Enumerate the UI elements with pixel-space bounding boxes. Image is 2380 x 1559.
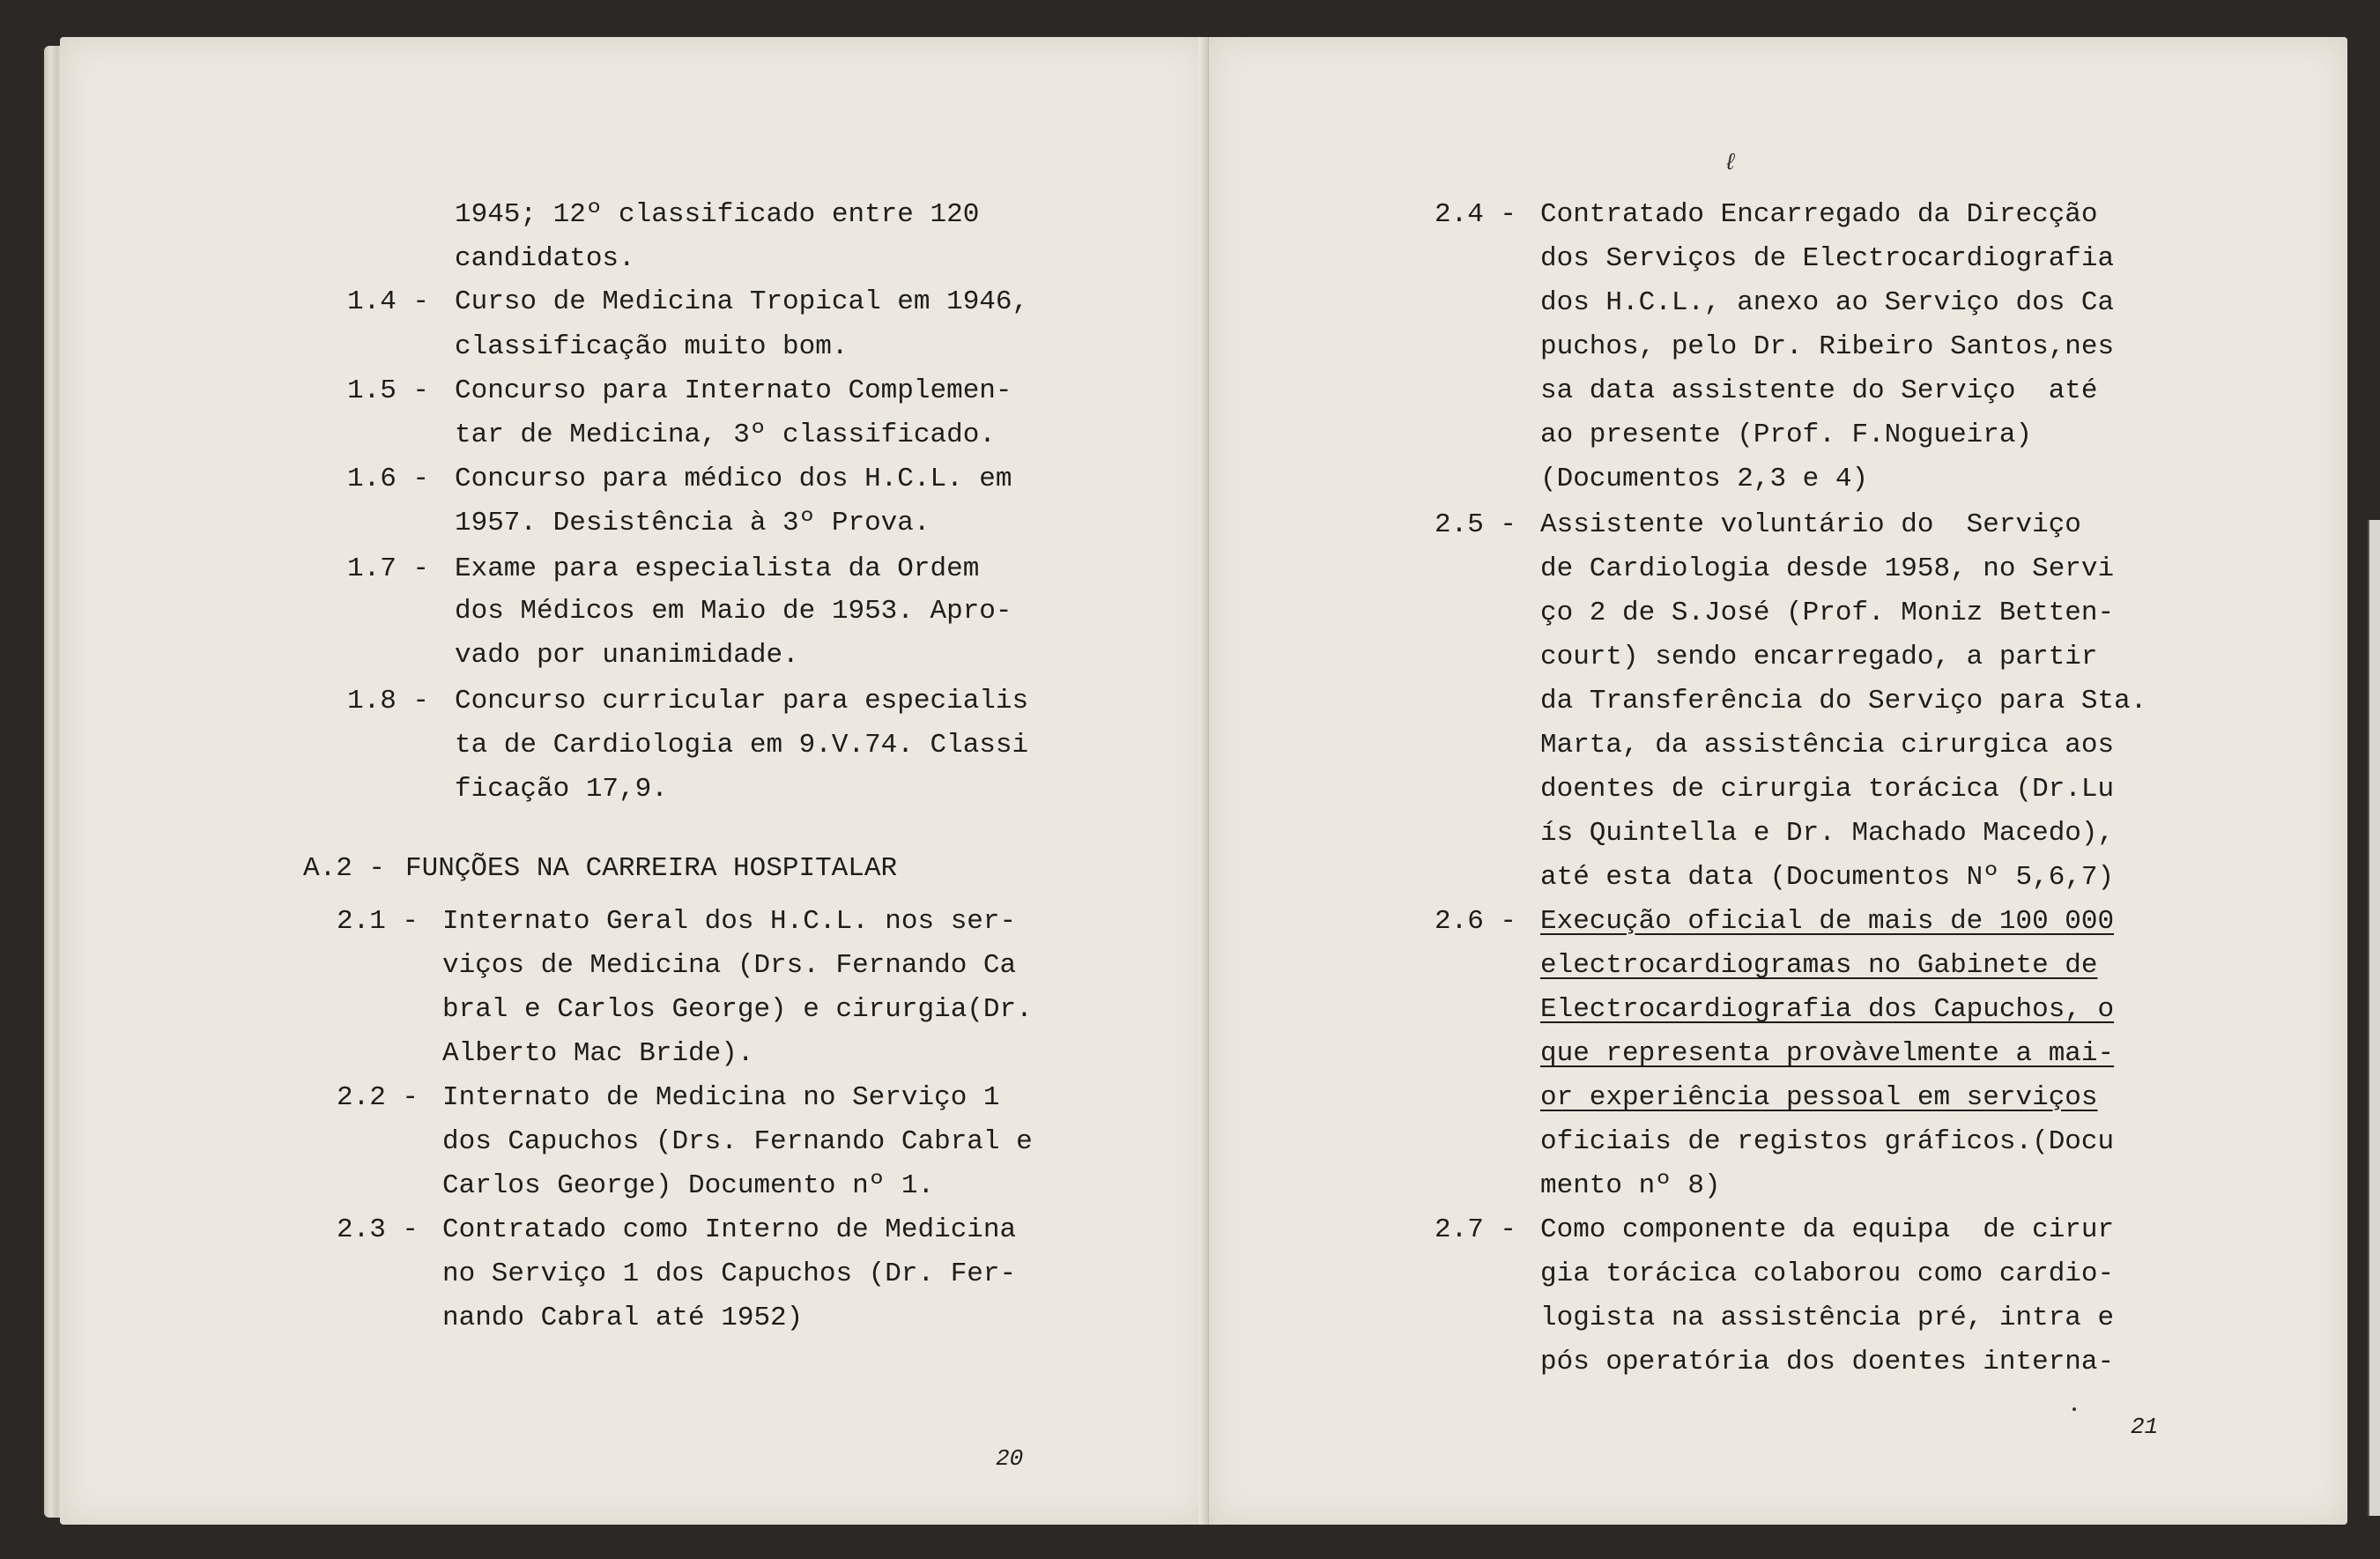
item-number: 1.6 - [347, 464, 430, 494]
text-line: nando Cabral até 1952) [442, 1303, 804, 1333]
text-line: no Serviço 1 dos Capuchos (Dr. Fer- [442, 1258, 1017, 1289]
text-line: Marta, da assistência cirurgica aos [1540, 730, 2115, 761]
text-line: electrocardiogramas no Gabinete de [1540, 950, 2098, 981]
left-page [60, 37, 1207, 1525]
text-line: Electrocardiografia dos Capuchos, o [1540, 994, 2115, 1025]
text-line: mento nº 8) [1540, 1170, 1721, 1201]
item-number: 1.5 - [347, 375, 430, 406]
item-number: 2.2 - [337, 1082, 419, 1113]
text-line: Alberto Mac Bride). [442, 1038, 754, 1069]
text-line: Como componente da equipa de cirur [1540, 1214, 2115, 1245]
text-line: Assistente voluntário do Serviço [1540, 509, 2081, 540]
text-line: ficação 17,9. [455, 774, 668, 805]
text-line: Internato de Medicina no Serviço 1 [442, 1082, 1000, 1113]
text-line: logista na assistência pré, intra e [1540, 1303, 2115, 1333]
item-number: 2.3 - [337, 1214, 419, 1245]
text-line: ço 2 de S.José (Prof. Moniz Betten- [1540, 598, 2115, 628]
item-number: 1.4 - [347, 286, 430, 317]
text-line: tar de Medicina, 3º classificado. [455, 419, 996, 450]
text-line: gia torácica colaborou como cardio- [1540, 1258, 2115, 1289]
item-number: A.2 - [303, 853, 386, 884]
text-line: Contratado Encarregado da Direcção [1540, 199, 2098, 230]
text-line: Concurso para Internato Complemen- [455, 375, 1012, 406]
text-line: pós operatória dos doentes interna- [1540, 1347, 2115, 1377]
page-number-right: 21 [2131, 1414, 2159, 1440]
speck [2072, 1407, 2076, 1411]
item-number: 2.5 - [1435, 509, 1517, 540]
text-line: Internato Geral dos H.C.L. nos ser- [442, 906, 1017, 937]
right-page [1209, 37, 2347, 1525]
bleed-through-text [152, 134, 182, 628]
text-line: bral e Carlos George) e cirurgia(Dr. [442, 994, 1033, 1025]
text-line: Concurso curricular para especialis [455, 686, 1029, 716]
text-line: sa data assistente do Serviço até [1540, 375, 2098, 406]
text-line: Execução oficial de mais de 100 000 [1540, 906, 2115, 937]
text-line: dos H.C.L., anexo ao Serviço dos Ca [1540, 287, 2115, 318]
text-line: puchos, pelo Dr. Ribeiro Santos,nes [1540, 331, 2115, 362]
text-line: 1945; 12º classificado entre 120 [455, 199, 980, 230]
text-line: (Documentos 2,3 e 4) [1540, 464, 1869, 494]
text-line: Concurso para médico dos H.C.L. em [455, 464, 1012, 494]
text-line: dos Médicos em Maio de 1953. Apro- [455, 596, 1012, 627]
text-line: que representa provàvelmente a mai- [1540, 1038, 2115, 1069]
item-number: 1.7 - [347, 553, 430, 584]
text-line: ao presente (Prof. F.Nogueira) [1540, 419, 2033, 450]
text-line: dos Serviços de Electrocardiografia [1540, 243, 2115, 274]
item-number: 2.6 - [1435, 906, 1517, 937]
item-number: 2.1 - [337, 906, 419, 937]
text-line: ta de Cardiologia em 9.V.74. Classi [455, 730, 1029, 761]
text-line: até esta data (Documentos Nº 5,6,7) [1540, 862, 2115, 893]
text-line: candidatos. [455, 243, 635, 274]
scan-edge [2368, 520, 2380, 1516]
text-line: doentes de cirurgia torácica (Dr.Lu [1540, 774, 2115, 805]
text-line: oficiais de registos gráficos.(Docu [1540, 1126, 2115, 1157]
text-line: or experiência pessoal em serviços [1540, 1082, 2098, 1113]
text-line: Carlos George) Documento nº 1. [442, 1170, 935, 1201]
text-line: court) sendo encarregado, a partir [1540, 642, 2098, 672]
text-line: classificação muito bom. [455, 331, 849, 362]
text-line: Contratado como Interno de Medicina [442, 1214, 1017, 1245]
text-line: da Transferência do Serviço para Sta. [1540, 686, 2147, 716]
text-line: FUNÇÕES NA CARREIRA HOSPITALAR [405, 853, 898, 884]
handwritten-mark: ℓ [1724, 150, 1738, 176]
page-number-left: 20 [996, 1445, 1024, 1472]
text-line: 1957. Desistência à 3º Prova. [455, 508, 930, 538]
text-line: de Cardiologia desde 1958, no Servi [1540, 553, 2115, 584]
text-line: vado por unanimidade. [455, 640, 799, 671]
text-line: Exame para especialista da Ordem [455, 553, 980, 584]
text-line: ís Quintella e Dr. Machado Macedo), [1540, 818, 2115, 849]
item-number: 1.8 - [347, 686, 430, 716]
text-line: viços de Medicina (Drs. Fernando Ca [442, 950, 1017, 981]
item-number: 2.7 - [1435, 1214, 1517, 1245]
text-line: Curso de Medicina Tropical em 1946, [455, 286, 1029, 317]
item-number: 2.4 - [1435, 199, 1517, 230]
text-line: dos Capuchos (Drs. Fernando Cabral e [442, 1126, 1033, 1157]
